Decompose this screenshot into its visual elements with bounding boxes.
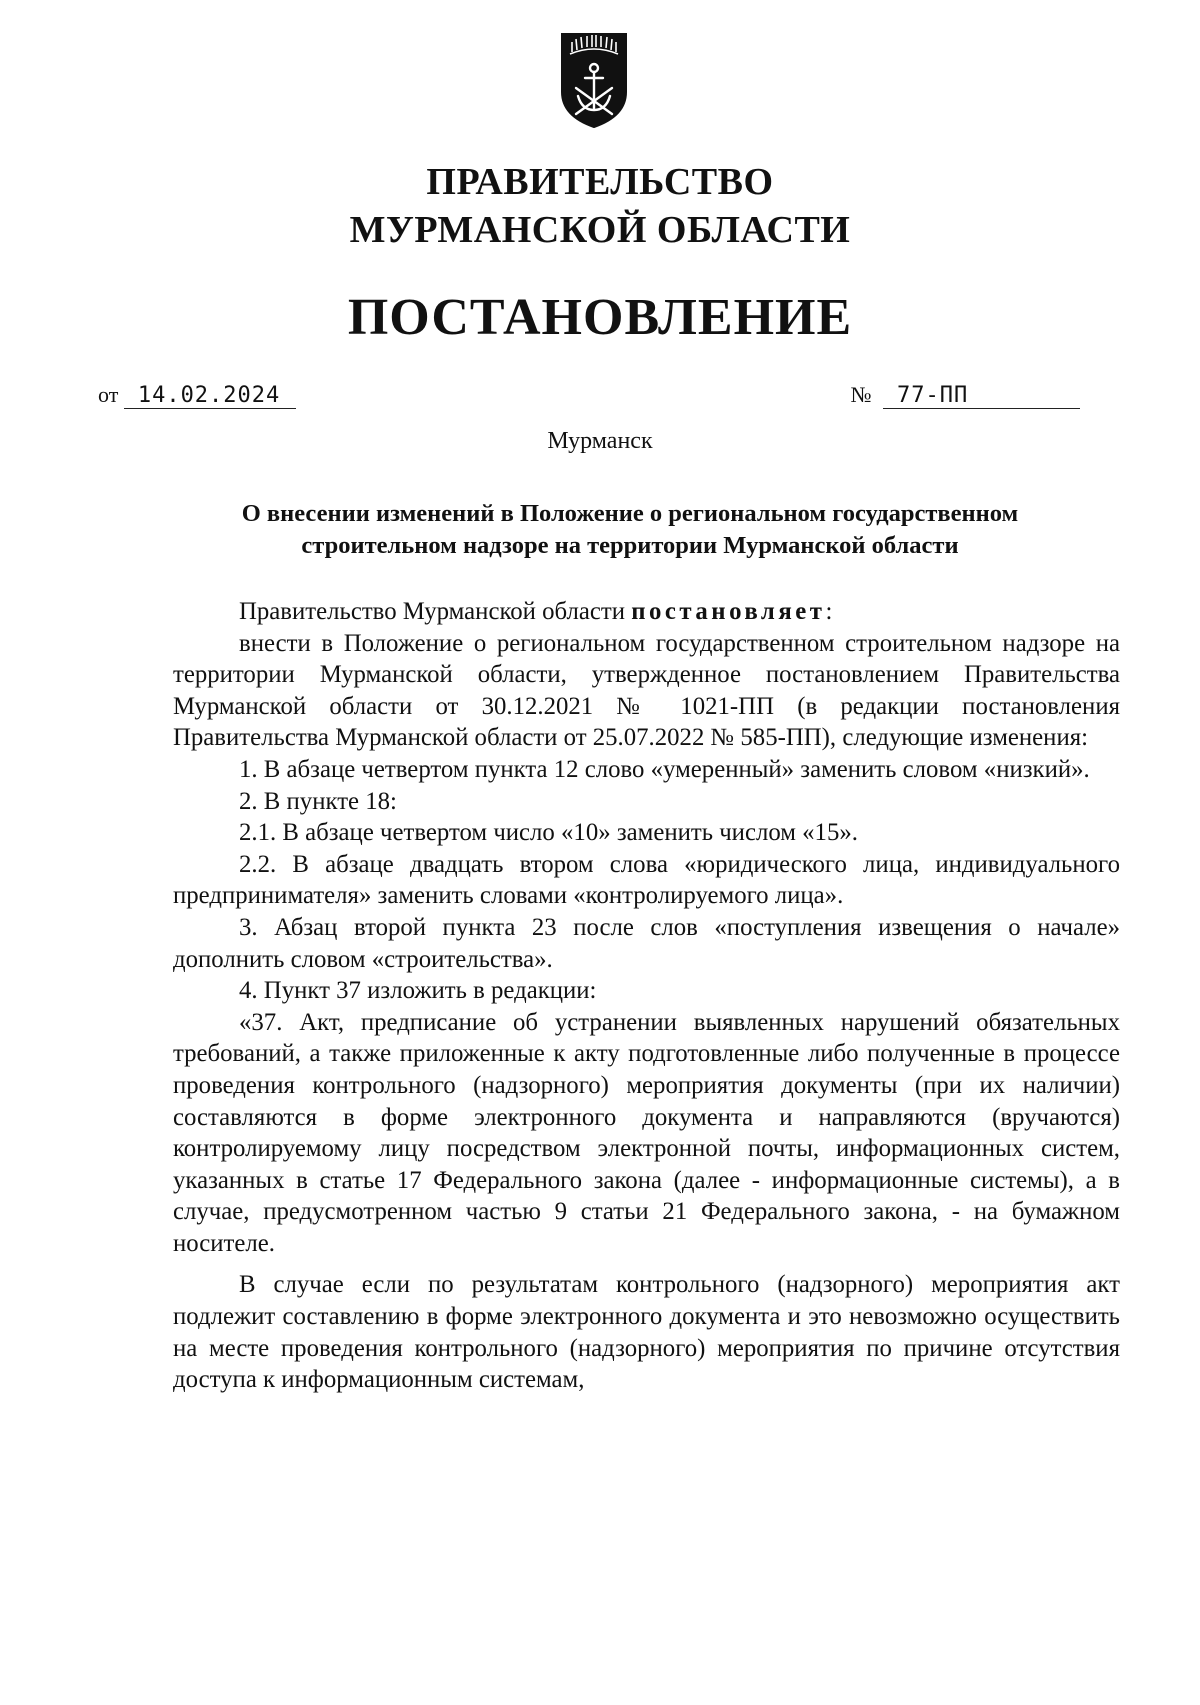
document-body — [173, 596, 1120, 1396]
body-paragraph: 2.2. В абзаце двадцать втором слова «юридического лица, индивидуального предпринимателя» заменить словами «контролируемого лица». — [173, 850, 1120, 910]
number-block — [851, 382, 1081, 409]
organization-title-line1: ПРАВИТЕЛЬСТВО — [426, 161, 774, 203]
document-subject — [170, 498, 1090, 562]
body-paragraph: «37. Акт, предписание об устранении выявленных нарушений обязательных требований, а также приложенные к акту подготовленные либо полученные в процессе проведения контрольного (надзорного) мероприятия документы (при их наличии) составляются в форме электронного документа и направляются (вручаются) контролируемому лицу посредством электронной почты, информационных систем, указанных в статье 17 Федерального закона (далее - информационные системы), а в случае, предусмотренном частью 9 статьи 21 Федерального закона, - на бумажном носителе. — [173, 1008, 1120, 1257]
document-city: Мурманск — [547, 428, 653, 454]
date-prefix: от — [98, 382, 119, 407]
document-number: 77-ПП — [883, 383, 1080, 409]
subject-line1: О внесении изменений в Положение о региональном государственном — [241, 500, 1019, 527]
body-paragraph: В случае если по результатам контрольного (надзорного) мероприятия акт подлежит составлению в форме электронного документа и это невозможно осуществить на месте проведения контрольного (надзорного) мероприятия по причине отсутствия доступа к информационным системам, — [173, 1271, 1120, 1394]
organization-title-line2: МУРМАНСКОЙ ОБЛАСТИ — [349, 209, 851, 251]
body-paragraph: 4. Пункт 37 изложить в редакции: — [239, 977, 597, 1005]
body-paragraph: 2. В пункте 18: — [239, 787, 397, 815]
organization-title — [0, 158, 1200, 254]
document-date: 14.02.2024 — [124, 383, 296, 409]
date-block — [98, 382, 296, 409]
preamble-colon: : — [825, 598, 833, 625]
body-paragraph-preamble — [173, 596, 1120, 628]
body-paragraph: внести в Положение о региональном государственном строительном надзоре на территории Мурманской области, утвержденное постановлением Правительства Мурманской области от 30.12.2021 № 1021-ПП (в редакции постановления Правительства Мурманской области от 25.07.2022 № 585-ПП), следующие изменения: — [173, 629, 1120, 752]
document-type-heading: ПОСТАНОВЛЕНИЕ — [347, 289, 853, 346]
document-meta — [98, 382, 1080, 416]
preamble-text: Правительство Мурманской области — [239, 598, 632, 625]
subject-line2: строительном надзоре на территории Мурманской области — [301, 532, 959, 559]
murmansk-coat-of-arms-icon — [558, 30, 630, 130]
body-paragraph: 3. Абзац второй пункта 23 после слов «поступления извещения о начале» дополнить словом «строительства». — [173, 913, 1120, 973]
number-prefix: № — [850, 382, 872, 407]
body-paragraph: 2.1. В абзаце четвертом число «10» заменить числом «15». — [239, 819, 858, 847]
preamble-decree-word: постановляет — [631, 598, 826, 625]
body-paragraph: 1. В абзаце четвертом пункта 12 слово «умеренный» заменить словом «низкий». — [239, 755, 1090, 783]
